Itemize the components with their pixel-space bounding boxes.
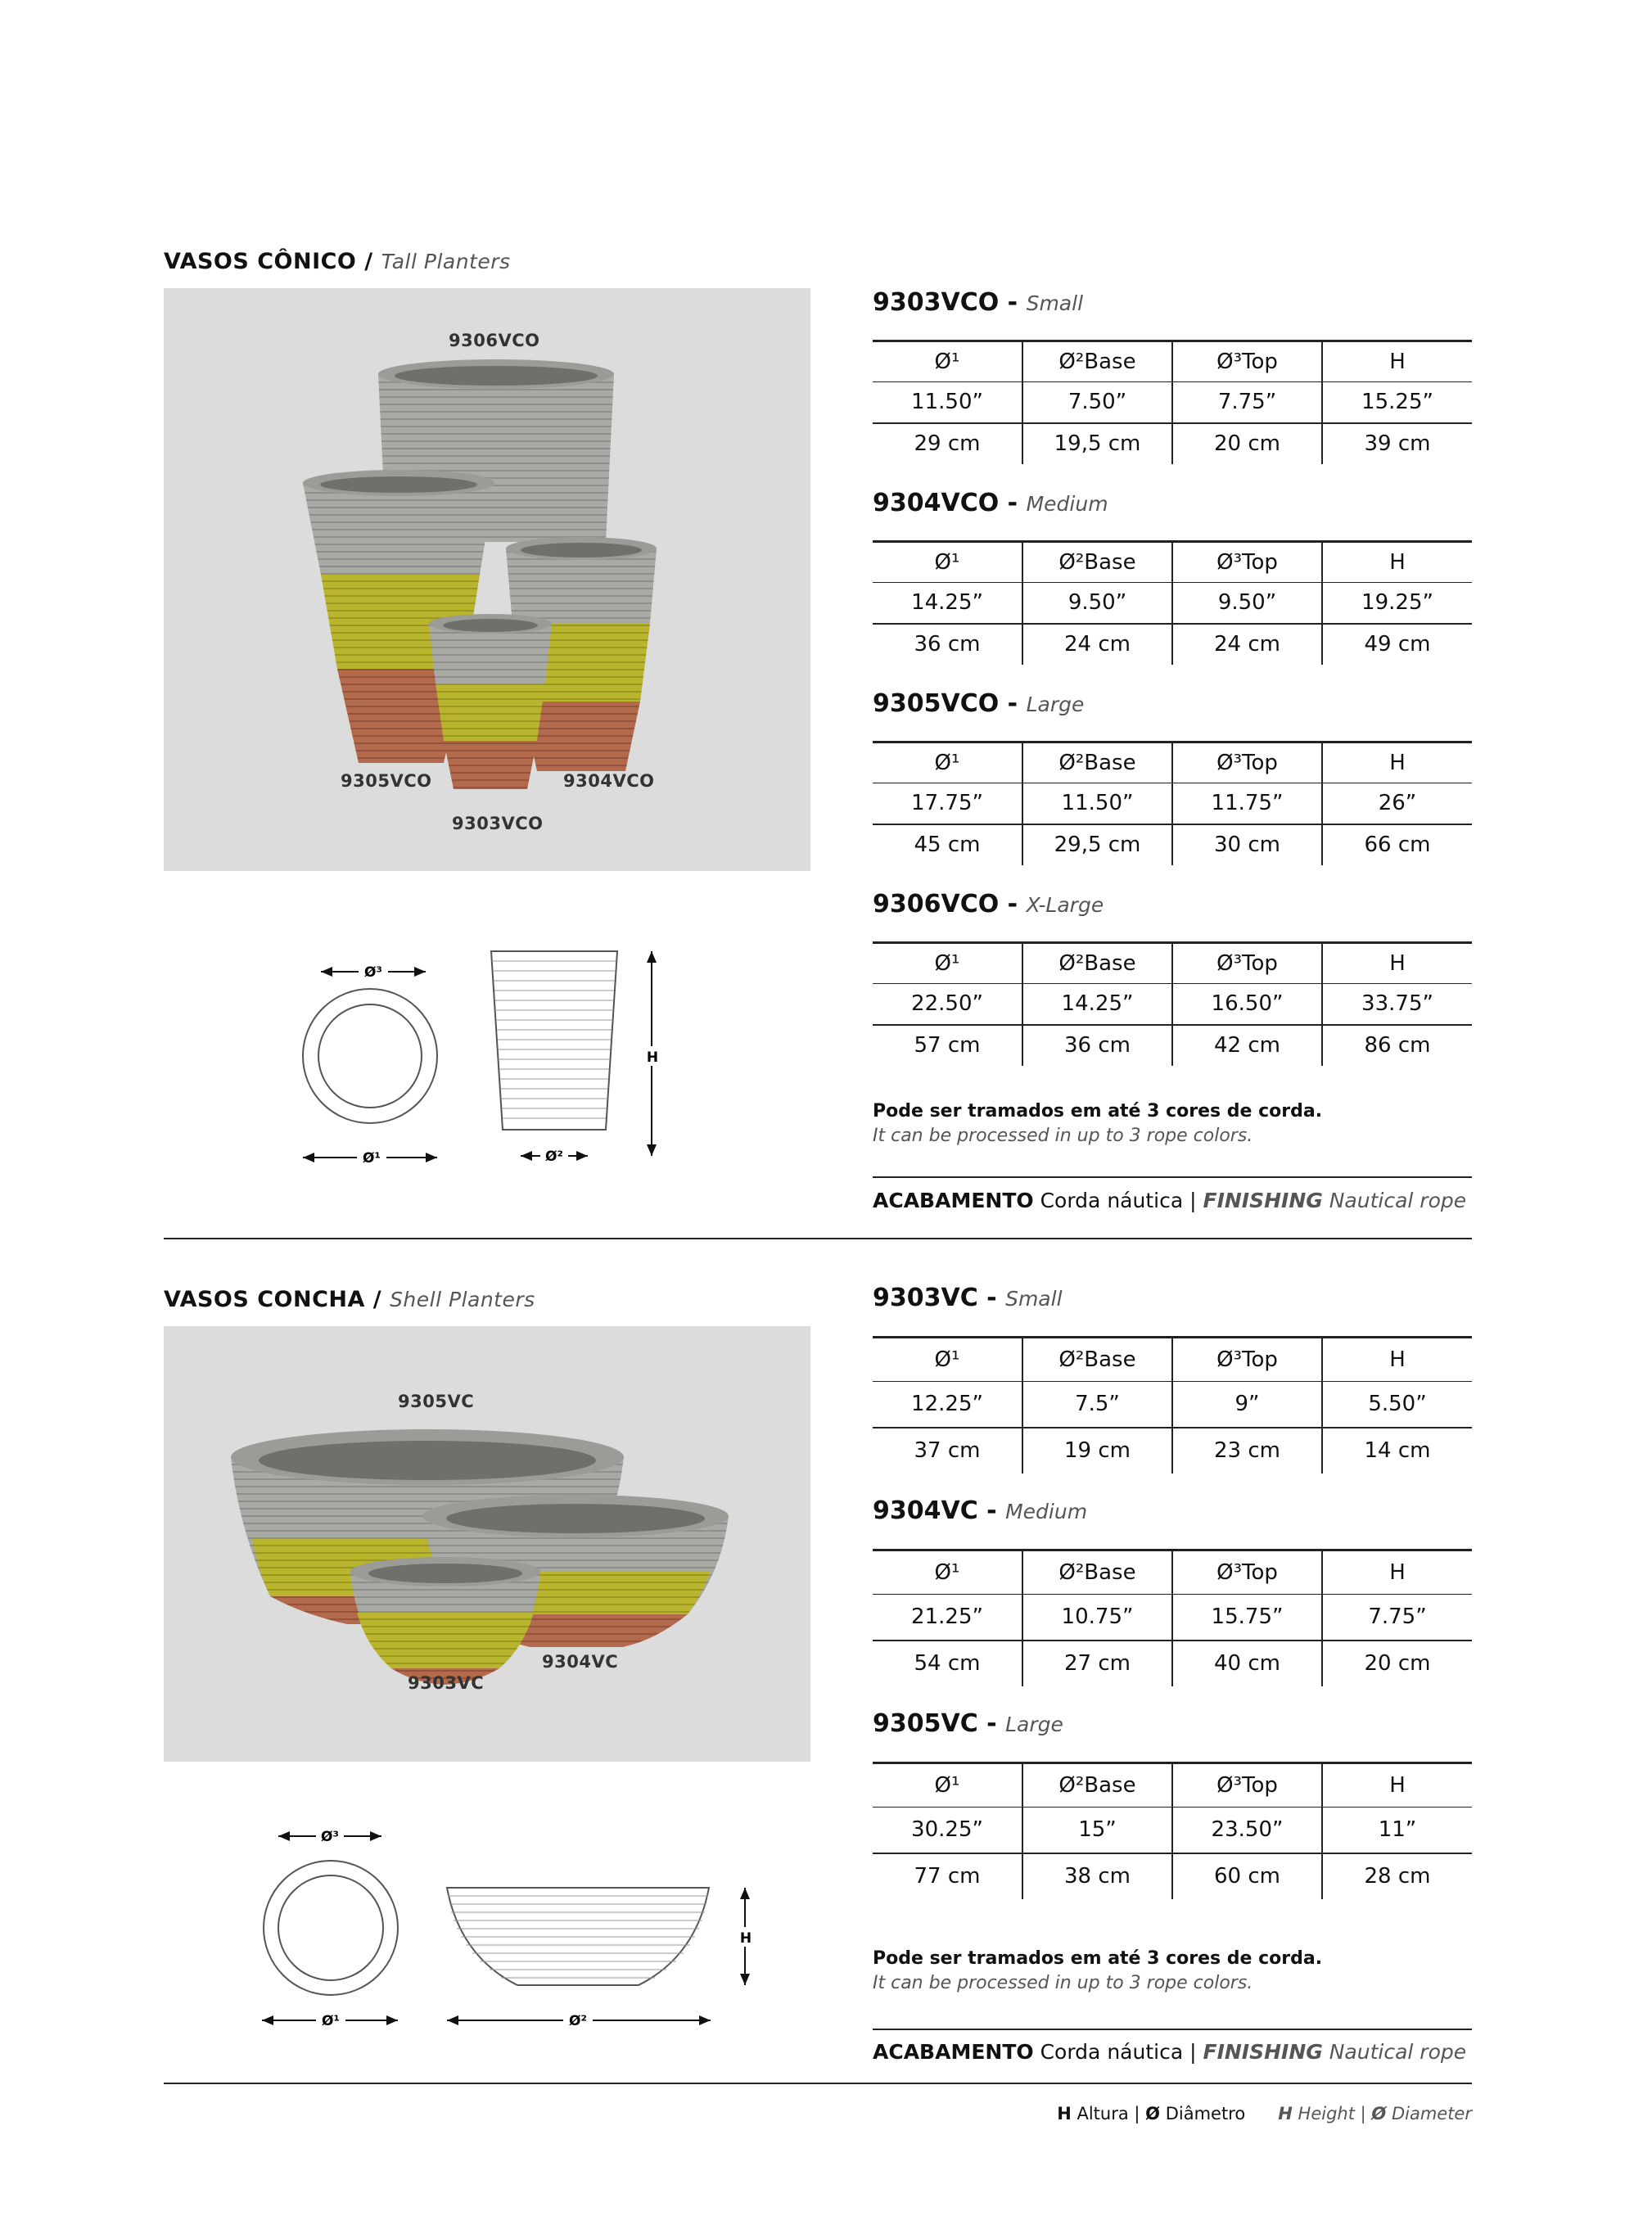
col-header: Ø²Base — [1022, 1763, 1172, 1808]
rope-note-pt: Pode ser tramados em até 3 cores de corda. — [873, 1101, 1323, 1122]
diameter-top-label: Ø³ — [364, 964, 382, 981]
cell: 29,5 cm — [1022, 824, 1172, 865]
cell: 7.50” — [1022, 382, 1172, 423]
cell: 40 cm — [1172, 1641, 1322, 1686]
model-size: Medium — [1026, 492, 1108, 516]
model-size: Large — [1005, 1713, 1063, 1736]
rope-note-en: It can be processed in up to 3 rope colors. — [873, 1126, 1253, 1146]
col-header: Ø¹ — [873, 341, 1022, 382]
cell: 36 cm — [873, 624, 1022, 665]
spec-table-9303VCO — [873, 340, 1472, 464]
cell: 26” — [1322, 783, 1472, 824]
cell: 30 cm — [1172, 824, 1322, 865]
diameter-bottom-label: Ø¹ — [363, 1150, 381, 1167]
photo-label: 9304VCO — [563, 771, 655, 791]
col-header: Ø²Base — [1022, 742, 1172, 783]
cell: 5.50” — [1322, 1382, 1472, 1428]
cell: 28 cm — [1364, 1864, 1431, 1889]
model-code: 9304VC — [873, 1496, 978, 1525]
cell: 86 cm — [1364, 1033, 1431, 1058]
col-header: Ø¹ — [873, 943, 1022, 984]
divider — [873, 1176, 1472, 1178]
cell: 19,5 cm — [1022, 423, 1172, 464]
shell-planters-illustration — [164, 1326, 810, 1762]
photo-label: 9305VC — [398, 1392, 475, 1411]
model-size: Large — [1026, 693, 1085, 716]
tall-planters-illustration — [164, 288, 810, 871]
model-title: 9305VC - Large — [873, 1709, 1063, 1738]
cell: 15.25” — [1322, 382, 1472, 423]
spec-table-9305VC — [873, 1762, 1472, 1899]
model-size: Small — [1005, 1287, 1063, 1311]
cell: 42 cm — [1172, 1025, 1322, 1066]
cell: 9” — [1172, 1382, 1322, 1428]
photo-label: 9305VCO — [341, 771, 432, 791]
photo-label: 9303VCO — [452, 814, 544, 833]
cell: 7.75” — [1172, 382, 1322, 423]
cell: 16.50” — [1172, 984, 1322, 1025]
cell: 29 cm — [873, 423, 1022, 464]
model-title: 9303VCO - Small — [873, 288, 1084, 317]
model-title: 9305VCO - Large — [873, 689, 1085, 718]
cell: 14.25” — [873, 583, 1022, 624]
legend-d: Ø — [1145, 2104, 1161, 2123]
rope-note-en: It can be processed in up to 3 rope colors. — [873, 1973, 1253, 1993]
finish-label-en: FINISHING — [1203, 2040, 1323, 2064]
legend-d-en: Ø — [1371, 2104, 1387, 2123]
cell: 11” — [1322, 1808, 1472, 1853]
cell: 36 cm — [1022, 1025, 1172, 1066]
cell: 12.25” — [873, 1382, 1022, 1428]
cell: 11.50” — [1022, 783, 1172, 824]
col-header: Ø²Base — [1022, 341, 1172, 382]
cell: 10.75” — [1022, 1595, 1172, 1641]
photo-label: 9306VCO — [449, 331, 540, 350]
cell: 14 cm — [1364, 1438, 1431, 1463]
cell: 24 cm — [1172, 624, 1322, 665]
shell-planter-dimension-diagram — [254, 1817, 761, 2047]
cell: 15.75” — [1172, 1595, 1322, 1641]
cell: 9.50” — [1022, 583, 1172, 624]
cell: 7.5” — [1022, 1382, 1172, 1428]
col-header: Ø³Top — [1172, 1550, 1322, 1595]
finish-value-en: Nautical rope — [1329, 2040, 1467, 2064]
height-label: H — [739, 1930, 752, 1947]
cell: 20 cm — [1172, 423, 1322, 464]
height-label: H — [646, 1049, 659, 1066]
finishing-line — [873, 1189, 1466, 1212]
model-size: X-Large — [1026, 893, 1104, 917]
cell: 60 cm — [1172, 1853, 1322, 1899]
col-header: Ø²Base — [1022, 1550, 1172, 1595]
section-title-conico: VASOS CÔNICO / Tall Planters — [164, 249, 511, 274]
model-title: 9304VC - Medium — [873, 1496, 1088, 1525]
model-code: 9303VC — [873, 1284, 978, 1312]
cell: 30.25” — [873, 1808, 1022, 1853]
cell: 7.75” — [1322, 1595, 1472, 1641]
cell: 57 cm — [873, 1025, 1022, 1066]
col-header: Ø¹ — [873, 542, 1022, 583]
cell: 20 cm — [1364, 1651, 1431, 1676]
finish-value-pt: Corda náutica — [1040, 2040, 1184, 2064]
cell: 21.25” — [873, 1595, 1022, 1641]
col-header: Ø³Top — [1172, 341, 1322, 382]
model-code: 9304VCO — [873, 489, 1000, 517]
section-divider — [164, 1238, 1472, 1239]
spec-table-9305VCO — [873, 741, 1472, 865]
finish-label-en: FINISHING — [1203, 1189, 1323, 1212]
finish-label-pt: ACABAMENTO — [873, 2040, 1034, 2064]
section-title-pt: VASOS CONCHA — [164, 1287, 365, 1312]
model-title: 9306VCO - X-Large — [873, 890, 1104, 918]
tall-planter-dimension-diagram — [295, 941, 688, 1171]
col-header: Ø¹ — [873, 1763, 1022, 1808]
diameter-base-label: Ø² — [545, 1149, 563, 1165]
finish-label-pt: ACABAMENTO — [873, 1189, 1034, 1212]
spec-table-9306VCO — [873, 941, 1472, 1066]
col-header: Ø²Base — [1022, 1338, 1172, 1382]
col-header: Ø³Top — [1172, 542, 1322, 583]
finish-value-pt: Corda náutica — [1040, 1189, 1184, 1212]
col-header: Ø³Top — [1172, 742, 1322, 783]
legend-h-en: H — [1278, 2104, 1293, 2123]
cell: 45 cm — [873, 824, 1022, 865]
col-header: H — [1322, 1338, 1472, 1382]
cell: 39 cm — [1364, 431, 1431, 456]
col-header: H — [1322, 1550, 1472, 1595]
dimension-legend: H Altura | Ø Diâmetro H Height | Ø Diameter — [1057, 2104, 1472, 2123]
legend-altura: Altura — [1077, 2104, 1129, 2123]
cell: 33.75” — [1322, 984, 1472, 1025]
cell: 19 cm — [1022, 1428, 1172, 1474]
cell: 11.75” — [1172, 783, 1322, 824]
col-header: Ø³Top — [1172, 943, 1322, 984]
legend-diameter: Diameter — [1391, 2104, 1472, 2123]
cell: 38 cm — [1022, 1853, 1172, 1899]
model-code: 9305VC — [873, 1709, 978, 1738]
cell: 9.50” — [1172, 583, 1322, 624]
col-header: Ø³Top — [1172, 1338, 1322, 1382]
cell: 15” — [1022, 1808, 1172, 1853]
diameter-bottom-label: Ø¹ — [322, 2013, 340, 2029]
cell: 37 cm — [873, 1428, 1022, 1474]
spec-table-9303VC — [873, 1336, 1472, 1474]
cell: 27 cm — [1022, 1641, 1172, 1686]
cell: 14.25” — [1022, 984, 1172, 1025]
footer-divider — [164, 2083, 1472, 2084]
section-title-pt: VASOS CÔNICO — [164, 249, 357, 274]
col-header: Ø²Base — [1022, 943, 1172, 984]
cell: 77 cm — [873, 1853, 1022, 1899]
col-header: Ø¹ — [873, 1338, 1022, 1382]
cell: 23 cm — [1172, 1428, 1322, 1474]
spec-table-9304VC — [873, 1549, 1472, 1686]
product-photo-conico — [164, 288, 810, 871]
photo-label: 9304VC — [542, 1652, 619, 1672]
col-header: Ø³Top — [1172, 1763, 1322, 1808]
section-title-en: Tall Planters — [381, 250, 511, 273]
divider — [873, 2029, 1472, 2030]
photo-label: 9303VC — [408, 1673, 485, 1693]
legend-h: H — [1057, 2104, 1072, 2123]
cell: 49 cm — [1364, 632, 1431, 657]
model-code: 9306VCO — [873, 890, 1000, 918]
cell: 24 cm — [1022, 624, 1172, 665]
col-header: H — [1322, 542, 1472, 583]
finishing-line — [873, 2040, 1466, 2064]
col-header: H — [1322, 1763, 1472, 1808]
cell: 66 cm — [1364, 833, 1431, 857]
cell: 22.50” — [873, 984, 1022, 1025]
cell: 11.50” — [873, 382, 1022, 423]
finish-separator: | — [1189, 1189, 1197, 1212]
model-code: 9303VCO — [873, 288, 1000, 317]
legend-height: Height — [1298, 2104, 1355, 2123]
diameter-base-label: Ø² — [569, 2013, 587, 2029]
col-header: Ø¹ — [873, 742, 1022, 783]
col-header: H — [1322, 341, 1472, 382]
cell: 19.25” — [1322, 583, 1472, 624]
product-photo-concha — [164, 1326, 810, 1762]
diameter-top-label: Ø³ — [321, 1829, 339, 1845]
model-code: 9305VCO — [873, 689, 1000, 718]
cell: 23.50” — [1172, 1808, 1322, 1853]
finish-value-en: Nautical rope — [1329, 1189, 1467, 1212]
model-title: 9303VC - Small — [873, 1284, 1063, 1312]
finish-separator: | — [1189, 2040, 1197, 2064]
model-title: 9304VCO - Medium — [873, 489, 1108, 517]
col-header: H — [1322, 943, 1472, 984]
cell: 54 cm — [873, 1641, 1022, 1686]
col-header: Ø²Base — [1022, 542, 1172, 583]
section-title-en: Shell Planters — [390, 1288, 535, 1311]
spec-table-9304VCO — [873, 540, 1472, 665]
col-header: H — [1322, 742, 1472, 783]
legend-diametro: Diâmetro — [1165, 2104, 1246, 2123]
model-size: Medium — [1005, 1500, 1088, 1523]
model-size: Small — [1026, 291, 1084, 315]
section-title-concha: VASOS CONCHA / Shell Planters — [164, 1287, 535, 1312]
rope-note-pt: Pode ser tramados em até 3 cores de corda. — [873, 1948, 1323, 1969]
col-header: Ø¹ — [873, 1550, 1022, 1595]
cell: 17.75” — [873, 783, 1022, 824]
